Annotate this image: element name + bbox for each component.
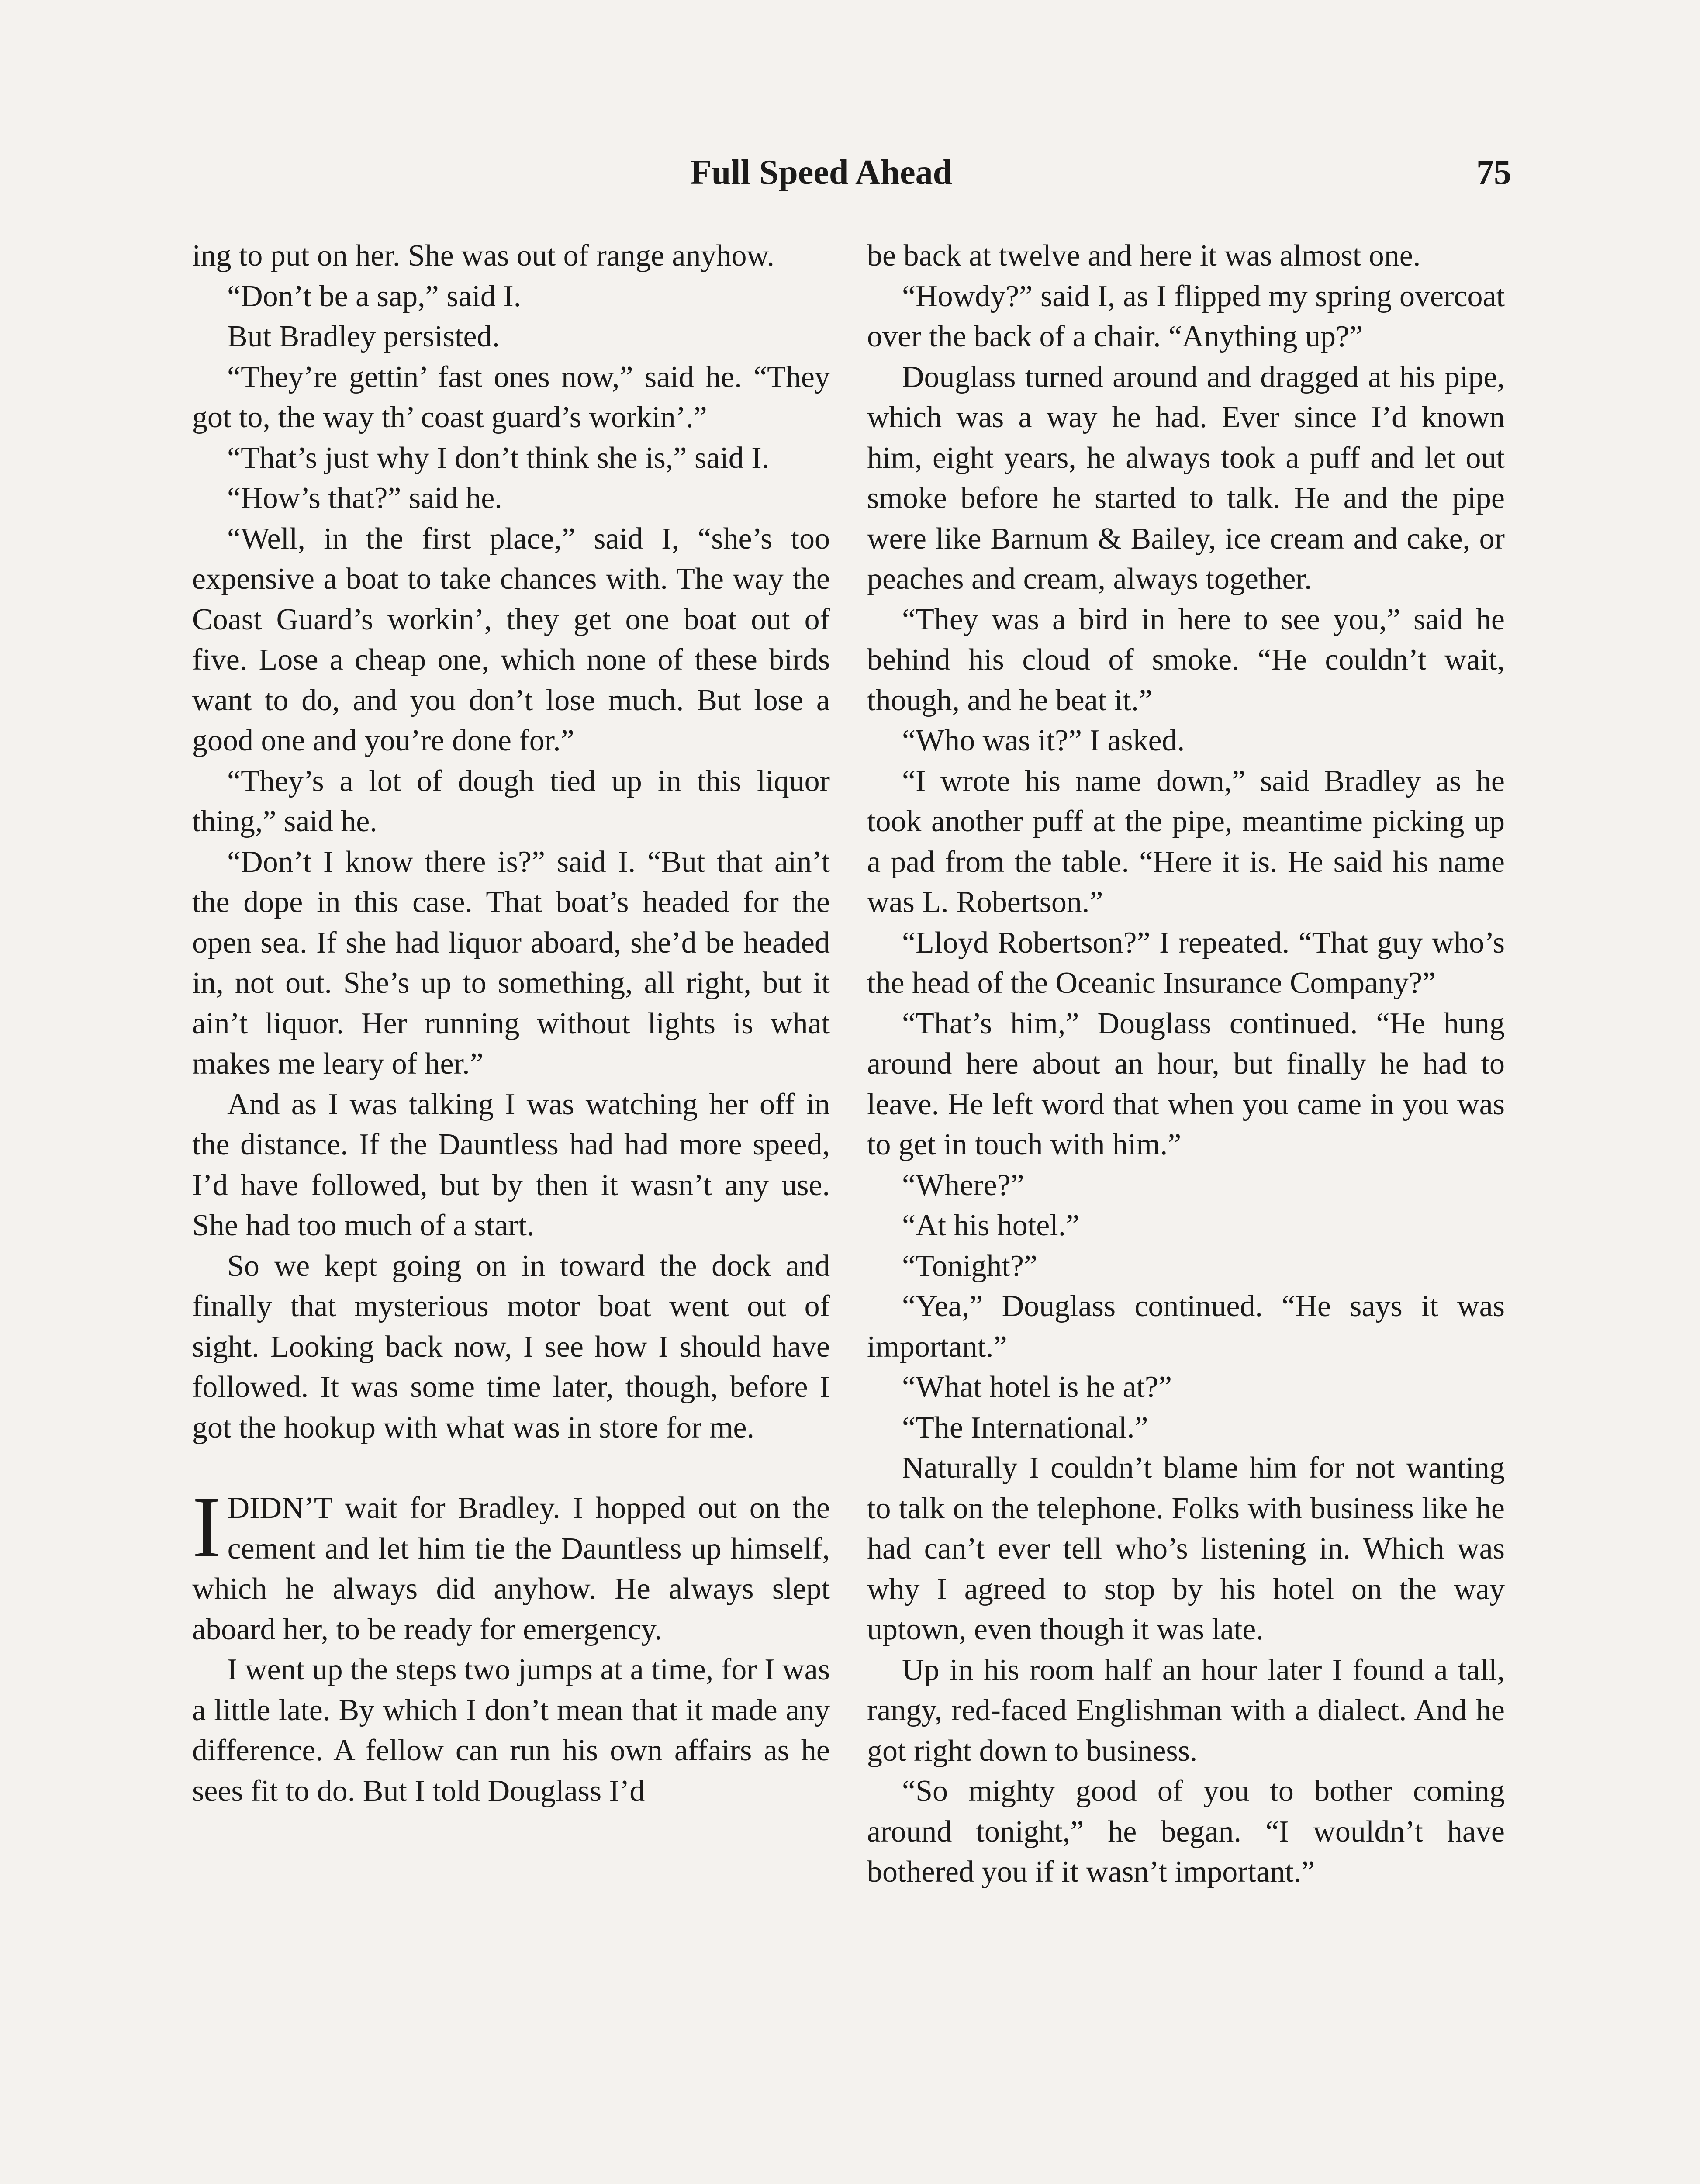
paragraph: Naturally I couldn’t blame him for not wanting to talk on the telephone. Folks with business like he had can’t ever tell who’s listening in. Which was why I agreed to stop by his hotel on the way uptown, even though it was late. <box>867 1451 1505 1646</box>
paragraph: I went up the steps two jumps at a time, for I was a little late. By which I don’t mean that it made any difference. A fellow can run his own affairs as he sees fit to do. But I told Douglass I’d <box>192 1653 830 1808</box>
paragraph: “Don’t be a sap,” said I. <box>227 279 522 313</box>
paragraph: “Tonight?” <box>902 1249 1037 1283</box>
paragraph: be back at twelve and here it was almost one. <box>867 239 1421 273</box>
paragraph: And as I was talking I was watching her off in the distance. If the Dauntless had had more speed, I’d have followed, but by then it wasn’t any use. She had too much of a start. <box>192 1087 830 1242</box>
running-header-title: Full Speed Ahead <box>690 153 953 192</box>
paragraph: “Howdy?” said I, as I flipped my spring overcoat over the back of a chair. “Anything up?” <box>867 279 1505 353</box>
page-number: 75 <box>1476 153 1511 192</box>
paragraph: Up in his room half an hour later I found a tall, rangy, red-faced Englishman with a dialect. And he got right down to business. <box>867 1653 1505 1768</box>
paragraph: “Don’t I know there is?” said I. “But that ain’t the dope in this case. That boat’s headed for the open sea. If she had liquor aboard, she’d be headed in, not out. She’s up to something, all right, but it ain’t liquor. Her running without lights is what makes me leary of her.” <box>192 845 830 1081</box>
paragraph: But Bradley persisted. <box>227 320 500 353</box>
paragraph: “Lloyd Robertson?” I repeated. “That guy who’s the head of the Oceanic Insurance Company?” <box>867 926 1505 1000</box>
paragraph: “Well, in the first place,” said I, “she’s too expensive a boat to take chances with. The way the Coast Guard’s workin’, they get one boat out of five. Lose a cheap one, which none of these birds want to do, and you don’t lose much. But lose a good one and you’re done for.” <box>192 522 830 757</box>
paragraph: “That’s him,” Douglass continued. “He hung around here about an hour, but finally he had to leave. He left word that when you came in you was to get in touch with him.” <box>867 1006 1505 1161</box>
drop-cap: I <box>192 1479 221 1576</box>
right-text-column <box>867 236 1505 2184</box>
paragraph: ing to put on her. She was out of range anyhow. <box>192 239 775 273</box>
paragraph: “Yea,” Douglass continued. “He says it was important.” <box>867 1289 1505 1364</box>
paragraph: “That’s just why I don’t think she is,” said I. <box>227 441 770 475</box>
section-opening-text: DIDN’T wait for Bradley. I hopped out on the cement and let him tie the Dauntless up himself, which he always did anyhow. He always slept aboard her, to be ready for emergency. <box>192 1491 830 1646</box>
left-text-column <box>192 236 830 2184</box>
paragraph: “They was a bird in here to see you,” said he behind his cloud of smoke. “He couldn’t wait, though, and he beat it.” <box>867 602 1505 717</box>
paragraph: So we kept going on in toward the dock and finally that mysterious motor boat went out of sight. Looking back now, I see how I should have followed. It was some time later, though, before I got the hookup with what was in store for me. <box>192 1249 830 1444</box>
paragraph: “The International.” <box>902 1410 1148 1444</box>
paragraph: “So mighty good of you to bother coming around tonight,” he began. “I wouldn’t have bothered you if it wasn’t important.” <box>867 1774 1505 1889</box>
paragraph: “What hotel is he at?” <box>902 1370 1172 1404</box>
paragraph: “Who was it?” I asked. <box>902 724 1185 757</box>
paragraph: “They’re gettin’ fast ones now,” said he. “They got to, the way th’ coast guard’s workin’.” <box>192 360 830 434</box>
paragraph: “Where?” <box>902 1168 1024 1202</box>
paragraph: “How’s that?” said he. <box>227 481 502 515</box>
paragraph: Douglass turned around and dragged at his pipe, which was a way he had. Ever since I’d known him, eight years, he always took a puff and let out smoke before he started to talk. He and the pipe were like Barnum & Bailey, ice cream and cake, or peaches and cream, always together. <box>867 360 1505 596</box>
section-opening-paragraph <box>192 1479 830 1650</box>
paragraph: “At his hotel.” <box>902 1209 1080 1242</box>
paragraph: “They’s a lot of dough tied up in this liquor thing,” said he. <box>192 764 830 838</box>
paragraph: “I wrote his name down,” said Bradley as he took another puff at the pipe, meantime picking up a pad from the table. “Here it is. He said his name was L. Robertson.” <box>867 764 1505 919</box>
